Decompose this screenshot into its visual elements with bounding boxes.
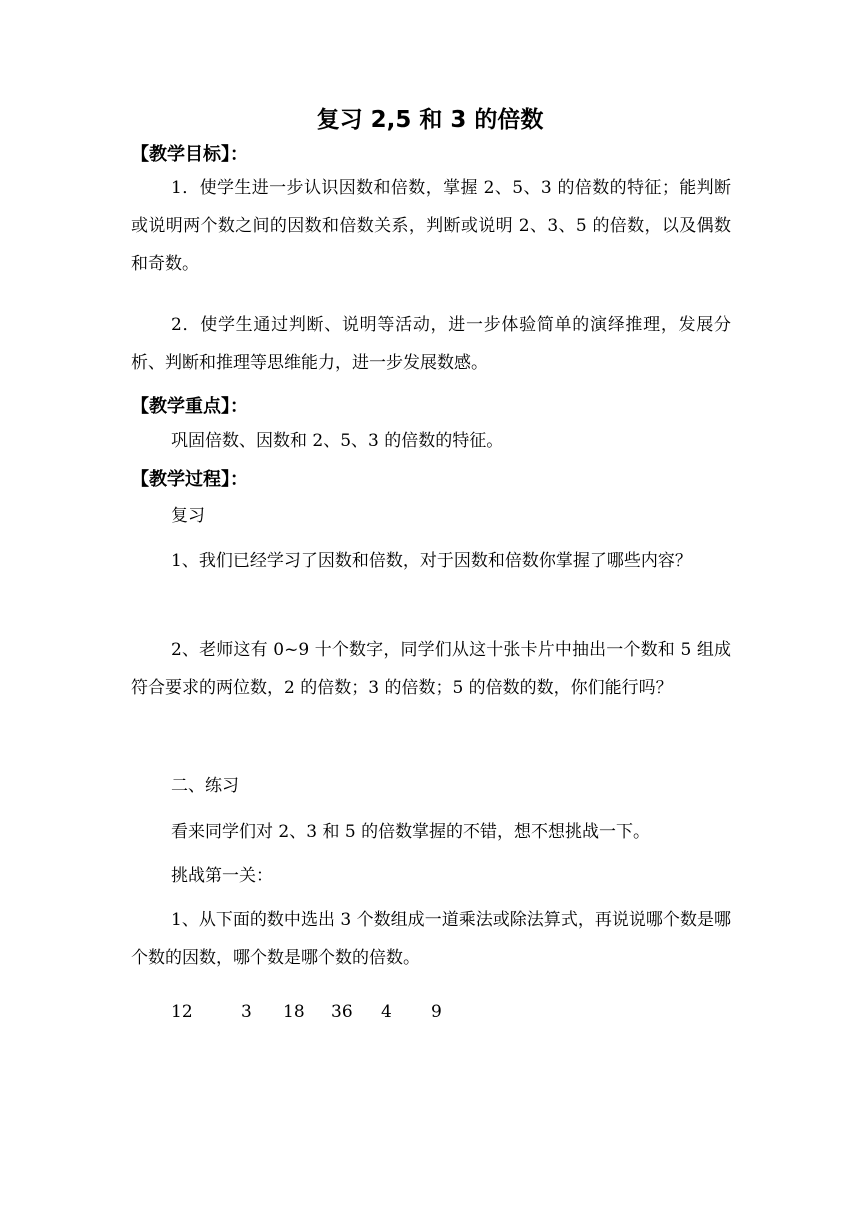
number-item: 18	[283, 1002, 305, 1022]
number-item: 4	[381, 1002, 392, 1022]
process-question-2: 2、老师这有 0~9 十个数字，同学们从这十张卡片中抽出一个数和 5 组成符合要求的两位数，2 的倍数；3 的倍数；5 的倍数的数，你们能行吗？	[131, 640, 731, 698]
objectives-heading: 【教学目标】：	[131, 144, 248, 165]
key-point-paragraph: 巩固倍数、因数和 2、5、3 的倍数的特征。	[171, 431, 504, 451]
practice-intro: 看来同学们对 2、3 和 5 的倍数掌握的不错，想不想挑战一下。	[171, 822, 651, 842]
number-item: 9	[431, 1002, 442, 1022]
key-points-heading: 【教学重点】：	[131, 396, 248, 417]
document-title: 复习 2,5 和 3 的倍数	[316, 107, 544, 133]
process-question-1: 1、我们已经学习了因数和倍数，对于因数和倍数你掌握了哪些内容？	[171, 551, 692, 571]
objective-paragraph-2: 2．使学生通过判断、说明等活动，进一步体验简单的演绎推理，发展分析、判断和推理等思维能力，进一步发展数感。	[131, 315, 731, 373]
practice-heading: 二、练习	[171, 776, 239, 796]
objective-paragraph-1: 1．使学生进一步认识因数和倍数，掌握 2、5、3 的倍数的特征；能判断或说明两个数之间的因数和倍数关系，判断或说明 2、3、5 的倍数，以及偶数和奇数。	[131, 178, 731, 274]
number-item: 3	[241, 1002, 252, 1022]
process-review-label: 复习	[171, 506, 205, 526]
number-item: 36	[331, 1002, 353, 1022]
process-heading: 【教学过程】：	[131, 469, 248, 490]
challenge-level-1: 挑战第一关：	[171, 866, 273, 886]
number-item: 12	[171, 1002, 193, 1022]
challenge-task-1: 1、从下面的数中选出 3 个数组成一道乘法或除法算式，再说说哪个数是哪个数的因数，哪个数是哪个数的倍数。	[131, 910, 731, 968]
number-list	[171, 1000, 442, 1024]
